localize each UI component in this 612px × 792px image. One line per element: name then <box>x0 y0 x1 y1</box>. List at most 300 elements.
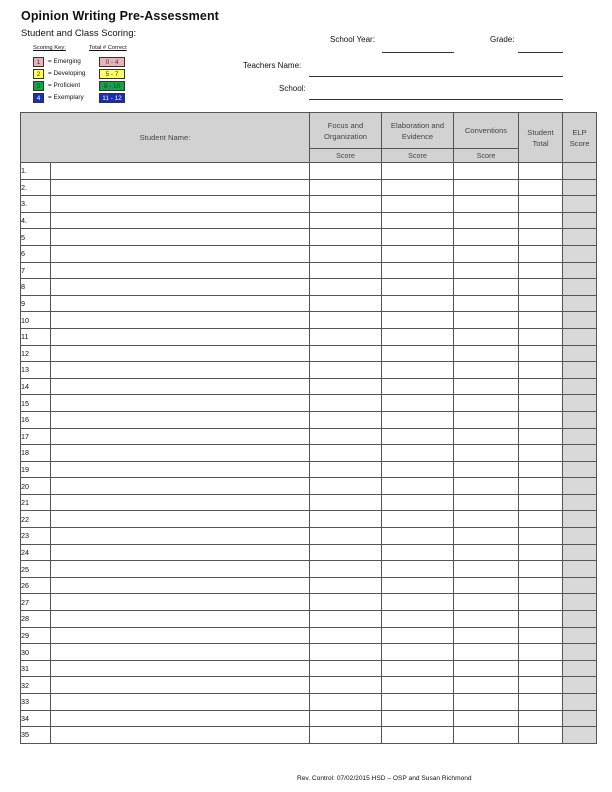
row-number: 24 <box>21 544 51 561</box>
student-name-cell[interactable] <box>51 163 310 180</box>
elaboration-score-cell[interactable] <box>382 694 454 711</box>
table-row <box>21 461 597 478</box>
focus-score-cell[interactable] <box>310 212 382 229</box>
student-total-cell[interactable] <box>519 511 563 528</box>
student-total-cell[interactable] <box>519 561 563 578</box>
elp-score-cell[interactable] <box>563 196 597 213</box>
row-number: 8 <box>21 279 51 296</box>
focus-score-cell[interactable] <box>310 229 382 246</box>
table-row <box>21 727 597 744</box>
focus-score-cell[interactable] <box>310 445 382 462</box>
student-name-cell[interactable] <box>51 279 310 296</box>
focus-score-cell[interactable] <box>310 378 382 395</box>
conventions-score-cell[interactable] <box>454 196 519 213</box>
focus-score-cell[interactable] <box>310 511 382 528</box>
student-name-cell[interactable] <box>51 561 310 578</box>
key-level-label: = Proficient <box>48 82 81 89</box>
conventions-score-cell[interactable] <box>454 627 519 644</box>
elp-score-cell[interactable] <box>563 212 597 229</box>
elp-score-cell[interactable] <box>563 710 597 727</box>
focus-score-cell[interactable] <box>310 312 382 329</box>
student-total-cell[interactable] <box>519 660 563 677</box>
row-number: 2. <box>21 179 51 196</box>
key-level-label: = Exemplary <box>48 94 84 101</box>
conventions-score-cell[interactable] <box>454 362 519 379</box>
student-total-cell[interactable] <box>519 611 563 628</box>
table-row <box>21 577 597 594</box>
elaboration-score-cell[interactable] <box>382 577 454 594</box>
focus-score-cell[interactable] <box>310 627 382 644</box>
student-total-cell[interactable] <box>519 395 563 412</box>
student-name-cell[interactable] <box>51 710 310 727</box>
student-total-cell[interactable] <box>519 345 563 362</box>
focus-score-cell[interactable] <box>310 727 382 744</box>
student-name-cell[interactable] <box>51 660 310 677</box>
row-number: 9 <box>21 295 51 312</box>
table-row <box>21 428 597 445</box>
row-number: 35 <box>21 727 51 744</box>
scoring-key-heading: Scoring Key: <box>33 45 66 51</box>
focus-organization-header: Focus and Organization <box>310 113 382 149</box>
elaboration-score-cell[interactable] <box>382 511 454 528</box>
conventions-score-cell[interactable] <box>454 295 519 312</box>
student-name-cell[interactable] <box>51 229 310 246</box>
focus-score-cell[interactable] <box>310 478 382 495</box>
elp-score-cell[interactable] <box>563 328 597 345</box>
conventions-score-cell[interactable] <box>454 411 519 428</box>
student-name-cell[interactable] <box>51 528 310 545</box>
elp-score-cell[interactable] <box>563 461 597 478</box>
conventions-score-cell[interactable] <box>454 694 519 711</box>
row-number: 10 <box>21 312 51 329</box>
student-name-cell[interactable] <box>51 411 310 428</box>
student-name-cell[interactable] <box>51 428 310 445</box>
row-number: 18 <box>21 445 51 462</box>
student-name-cell[interactable] <box>51 328 310 345</box>
conventions-score-cell[interactable] <box>454 163 519 180</box>
elaboration-score-cell[interactable] <box>382 279 454 296</box>
table-row <box>21 245 597 262</box>
elp-score-cell[interactable] <box>563 694 597 711</box>
school-year-input[interactable] <box>382 52 454 53</box>
elp-score-cell[interactable] <box>563 229 597 246</box>
elp-score-cell[interactable] <box>563 445 597 462</box>
conventions-score-cell[interactable] <box>454 262 519 279</box>
elaboration-score-cell[interactable] <box>382 627 454 644</box>
student-name-cell[interactable] <box>51 262 310 279</box>
elp-score-cell[interactable] <box>563 494 597 511</box>
elp-score-cell[interactable] <box>563 395 597 412</box>
focus-score-cell[interactable] <box>310 677 382 694</box>
focus-score-cell[interactable] <box>310 411 382 428</box>
row-number: 16 <box>21 411 51 428</box>
table-row <box>21 362 597 379</box>
conventions-header: Conventions <box>454 113 519 149</box>
focus-score-cell[interactable] <box>310 163 382 180</box>
student-total-cell[interactable] <box>519 445 563 462</box>
elaboration-evidence-header: Elaboration and Evidence <box>382 113 454 149</box>
conventions-score-cell[interactable] <box>454 611 519 628</box>
student-total-cell[interactable] <box>519 677 563 694</box>
student-name-cell[interactable] <box>51 212 310 229</box>
student-total-cell[interactable] <box>519 494 563 511</box>
conventions-score-cell[interactable] <box>454 677 519 694</box>
focus-score-cell[interactable] <box>310 461 382 478</box>
row-number: 27 <box>21 594 51 611</box>
student-total-cell[interactable] <box>519 163 563 180</box>
focus-score-cell[interactable] <box>310 362 382 379</box>
student-rows <box>21 163 597 744</box>
table-row <box>21 312 597 329</box>
elp-score-cell[interactable] <box>563 594 597 611</box>
elaboration-score-cell[interactable] <box>382 494 454 511</box>
row-number: 4. <box>21 212 51 229</box>
key-level-range: 8 - 10 <box>99 81 125 91</box>
page-title: Opinion Writing Pre-Assessment <box>21 9 219 23</box>
conventions-score-cell[interactable] <box>454 245 519 262</box>
table-row <box>21 196 597 213</box>
focus-score-cell[interactable] <box>310 594 382 611</box>
elp-score-cell[interactable] <box>563 611 597 628</box>
key-level-number: 3 <box>33 81 44 91</box>
row-number: 7 <box>21 262 51 279</box>
table-row <box>21 511 597 528</box>
student-total-cell[interactable] <box>519 229 563 246</box>
student-total-cell[interactable] <box>519 577 563 594</box>
table-row <box>21 660 597 677</box>
focus-score-cell[interactable] <box>310 295 382 312</box>
student-total-header: Student Total <box>519 113 563 163</box>
conventions-score-cell[interactable] <box>454 428 519 445</box>
elp-score-cell[interactable] <box>563 428 597 445</box>
revision-footer: Rev. Control: 07/02/2015 HSD – OSP and Susan Richmond <box>297 775 472 782</box>
elaboration-score-cell[interactable] <box>382 528 454 545</box>
conventions-score-cell[interactable] <box>454 328 519 345</box>
student-name-cell[interactable] <box>51 312 310 329</box>
elaboration-score-cell[interactable] <box>382 594 454 611</box>
elp-score-cell[interactable] <box>563 577 597 594</box>
elaboration-score-cell[interactable] <box>382 677 454 694</box>
student-total-cell[interactable] <box>519 245 563 262</box>
row-number: 31 <box>21 660 51 677</box>
student-name-cell[interactable] <box>51 362 310 379</box>
focus-score-cell[interactable] <box>310 262 382 279</box>
student-name-cell[interactable] <box>51 378 310 395</box>
grade-label: Grade: <box>490 35 515 44</box>
student-total-cell[interactable] <box>519 262 563 279</box>
student-total-cell[interactable] <box>519 727 563 744</box>
key-level-label: = Developing <box>48 70 86 77</box>
conventions-score-cell[interactable] <box>454 229 519 246</box>
student-total-cell[interactable] <box>519 279 563 296</box>
elp-score-cell[interactable] <box>563 677 597 694</box>
elaboration-score-cell[interactable] <box>382 262 454 279</box>
elp-score-cell[interactable] <box>563 411 597 428</box>
elp-score-cell[interactable] <box>563 378 597 395</box>
row-number: 13 <box>21 362 51 379</box>
row-number: 30 <box>21 644 51 661</box>
conventions-score-cell[interactable] <box>454 494 519 511</box>
conventions-score-cell[interactable] <box>454 544 519 561</box>
focus-score-cell[interactable] <box>310 328 382 345</box>
table-row <box>21 494 597 511</box>
elaboration-score-cell[interactable] <box>382 660 454 677</box>
elp-score-cell[interactable] <box>563 528 597 545</box>
teachers-name-input[interactable] <box>309 76 563 77</box>
elaboration-score-cell[interactable] <box>382 328 454 345</box>
student-name-cell[interactable] <box>51 179 310 196</box>
conventions-score-cell[interactable] <box>454 395 519 412</box>
elp-score-cell[interactable] <box>563 279 597 296</box>
focus-score-cell[interactable] <box>310 528 382 545</box>
conventions-score-cell[interactable] <box>454 561 519 578</box>
key-level-range: 11 - 12 <box>99 93 125 103</box>
row-number: 17 <box>21 428 51 445</box>
focus-score-cell[interactable] <box>310 644 382 661</box>
row-number: 21 <box>21 494 51 511</box>
total-correct-heading: Total # Correct <box>89 45 127 51</box>
conventions-score-cell[interactable] <box>454 345 519 362</box>
table-row <box>21 544 597 561</box>
school-input[interactable] <box>309 99 563 100</box>
student-total-cell[interactable] <box>519 312 563 329</box>
elaboration-score-cell[interactable] <box>382 544 454 561</box>
conventions-score-cell[interactable] <box>454 478 519 495</box>
student-total-cell[interactable] <box>519 544 563 561</box>
elaboration-score-cell[interactable] <box>382 163 454 180</box>
conventions-score-cell[interactable] <box>454 378 519 395</box>
elaboration-score-cell[interactable] <box>382 561 454 578</box>
focus-score-cell[interactable] <box>310 660 382 677</box>
focus-score-cell[interactable] <box>310 694 382 711</box>
table-row <box>21 345 597 362</box>
table-row <box>21 677 597 694</box>
conventions-score-cell[interactable] <box>454 279 519 296</box>
elaboration-score-cell[interactable] <box>382 478 454 495</box>
elaboration-score-cell[interactable] <box>382 445 454 462</box>
student-total-cell[interactable] <box>519 212 563 229</box>
table-row <box>21 694 597 711</box>
focus-score-cell[interactable] <box>310 279 382 296</box>
conventions-score-cell[interactable] <box>454 660 519 677</box>
conventions-score-cell[interactable] <box>454 212 519 229</box>
focus-score-cell[interactable] <box>310 611 382 628</box>
student-name-cell[interactable] <box>51 445 310 462</box>
student-name-cell[interactable] <box>51 627 310 644</box>
focus-score-cell[interactable] <box>310 428 382 445</box>
row-number: 28 <box>21 611 51 628</box>
student-total-cell[interactable] <box>519 627 563 644</box>
conventions-score-cell[interactable] <box>454 461 519 478</box>
student-name-cell[interactable] <box>51 395 310 412</box>
conventions-score-cell[interactable] <box>454 179 519 196</box>
student-total-cell[interactable] <box>519 362 563 379</box>
student-total-cell[interactable] <box>519 295 563 312</box>
row-number: 22 <box>21 511 51 528</box>
student-total-cell[interactable] <box>519 378 563 395</box>
row-number: 33 <box>21 694 51 711</box>
conventions-score-cell[interactable] <box>454 577 519 594</box>
student-name-cell[interactable] <box>51 345 310 362</box>
row-number: 23 <box>21 528 51 545</box>
student-total-cell[interactable] <box>519 478 563 495</box>
row-number: 29 <box>21 627 51 644</box>
teachers-name-label: Teachers Name: <box>243 61 302 70</box>
table-row <box>21 594 597 611</box>
elp-score-cell[interactable] <box>563 561 597 578</box>
row-number: 26 <box>21 577 51 594</box>
student-name-header: Student Name: <box>21 113 310 163</box>
conventions-score-cell[interactable] <box>454 594 519 611</box>
elp-score-cell[interactable] <box>563 362 597 379</box>
focus-score-cell[interactable] <box>310 395 382 412</box>
elaboration-score-cell[interactable] <box>382 229 454 246</box>
elaboration-score-cell[interactable] <box>382 395 454 412</box>
student-name-cell[interactable] <box>51 295 310 312</box>
conventions-score-cell[interactable] <box>454 644 519 661</box>
elp-score-cell[interactable] <box>563 511 597 528</box>
focus-score-cell[interactable] <box>310 561 382 578</box>
focus-score-cell[interactable] <box>310 245 382 262</box>
page-subtitle: Student and Class Scoring: <box>21 28 137 39</box>
student-name-cell[interactable] <box>51 245 310 262</box>
student-total-cell[interactable] <box>519 710 563 727</box>
student-name-cell[interactable] <box>51 594 310 611</box>
student-name-cell[interactable] <box>51 694 310 711</box>
student-name-cell[interactable] <box>51 644 310 661</box>
elp-score-cell[interactable] <box>563 345 597 362</box>
student-total-cell[interactable] <box>519 644 563 661</box>
elaboration-score-cell[interactable] <box>382 212 454 229</box>
elp-score-cell[interactable] <box>563 179 597 196</box>
elp-score-cell[interactable] <box>563 262 597 279</box>
elaboration-score-cell[interactable] <box>382 295 454 312</box>
row-number: 12 <box>21 345 51 362</box>
focus-score-subheader: Score <box>310 149 382 163</box>
elaboration-score-cell[interactable] <box>382 312 454 329</box>
elaboration-score-cell[interactable] <box>382 644 454 661</box>
focus-score-cell[interactable] <box>310 577 382 594</box>
grade-input[interactable] <box>518 52 563 53</box>
row-number: 14 <box>21 378 51 395</box>
conventions-score-cell[interactable] <box>454 710 519 727</box>
student-name-cell[interactable] <box>51 478 310 495</box>
elaboration-score-cell[interactable] <box>382 710 454 727</box>
table-row <box>21 229 597 246</box>
elaboration-score-cell[interactable] <box>382 461 454 478</box>
table-row <box>21 395 597 412</box>
elaboration-score-cell[interactable] <box>382 245 454 262</box>
table-row <box>21 445 597 462</box>
row-number: 6 <box>21 245 51 262</box>
table-row <box>21 561 597 578</box>
conventions-score-cell[interactable] <box>454 312 519 329</box>
conventions-score-cell[interactable] <box>454 445 519 462</box>
student-name-cell[interactable] <box>51 677 310 694</box>
elp-score-cell[interactable] <box>563 544 597 561</box>
student-name-cell[interactable] <box>51 196 310 213</box>
table-row <box>21 295 597 312</box>
elp-score-cell[interactable] <box>563 245 597 262</box>
focus-score-cell[interactable] <box>310 710 382 727</box>
conventions-score-subheader: Score <box>454 149 519 163</box>
elaboration-score-cell[interactable] <box>382 428 454 445</box>
focus-score-cell[interactable] <box>310 196 382 213</box>
student-total-cell[interactable] <box>519 179 563 196</box>
elaboration-score-subheader: Score <box>382 149 454 163</box>
focus-score-cell[interactable] <box>310 345 382 362</box>
student-total-cell[interactable] <box>519 196 563 213</box>
elp-score-cell[interactable] <box>563 660 597 677</box>
table-row <box>21 528 597 545</box>
elp-score-cell[interactable] <box>563 644 597 661</box>
key-level-number: 2 <box>33 69 44 79</box>
elp-score-cell[interactable] <box>563 727 597 744</box>
row-number: 19 <box>21 461 51 478</box>
focus-score-cell[interactable] <box>310 544 382 561</box>
student-total-cell[interactable] <box>519 694 563 711</box>
elp-score-cell[interactable] <box>563 478 597 495</box>
school-label: School: <box>279 84 306 93</box>
student-name-cell[interactable] <box>51 544 310 561</box>
student-name-cell[interactable] <box>51 511 310 528</box>
elaboration-score-cell[interactable] <box>382 727 454 744</box>
student-name-cell[interactable] <box>51 494 310 511</box>
key-level-number: 1 <box>33 57 44 67</box>
elaboration-score-cell[interactable] <box>382 196 454 213</box>
elaboration-score-cell[interactable] <box>382 345 454 362</box>
elp-score-cell[interactable] <box>563 627 597 644</box>
elp-score-cell[interactable] <box>563 295 597 312</box>
student-name-cell[interactable] <box>51 461 310 478</box>
focus-score-cell[interactable] <box>310 179 382 196</box>
table-row <box>21 644 597 661</box>
row-number: 25 <box>21 561 51 578</box>
elp-score-cell[interactable] <box>563 163 597 180</box>
student-name-cell[interactable] <box>51 727 310 744</box>
student-name-cell[interactable] <box>51 577 310 594</box>
student-total-cell[interactable] <box>519 461 563 478</box>
student-total-cell[interactable] <box>519 411 563 428</box>
table-row <box>21 179 597 196</box>
elaboration-score-cell[interactable] <box>382 179 454 196</box>
student-name-cell[interactable] <box>51 611 310 628</box>
row-number: 5 <box>21 229 51 246</box>
table-row <box>21 611 597 628</box>
row-number: 1. <box>21 163 51 180</box>
conventions-score-cell[interactable] <box>454 528 519 545</box>
student-total-cell[interactable] <box>519 594 563 611</box>
conventions-score-cell[interactable] <box>454 511 519 528</box>
elp-score-cell[interactable] <box>563 312 597 329</box>
key-level-number: 4 <box>33 93 44 103</box>
conventions-score-cell[interactable] <box>454 727 519 744</box>
student-total-cell[interactable] <box>519 528 563 545</box>
elaboration-score-cell[interactable] <box>382 411 454 428</box>
focus-score-cell[interactable] <box>310 494 382 511</box>
elaboration-score-cell[interactable] <box>382 362 454 379</box>
score-table <box>20 112 597 744</box>
key-level-label: = Emerging <box>48 58 81 65</box>
elaboration-score-cell[interactable] <box>382 611 454 628</box>
row-number: 3. <box>21 196 51 213</box>
table-row <box>21 411 597 428</box>
student-total-cell[interactable] <box>519 428 563 445</box>
elaboration-score-cell[interactable] <box>382 378 454 395</box>
row-number: 32 <box>21 677 51 694</box>
student-total-cell[interactable] <box>519 328 563 345</box>
school-year-label: School Year: <box>330 35 375 44</box>
